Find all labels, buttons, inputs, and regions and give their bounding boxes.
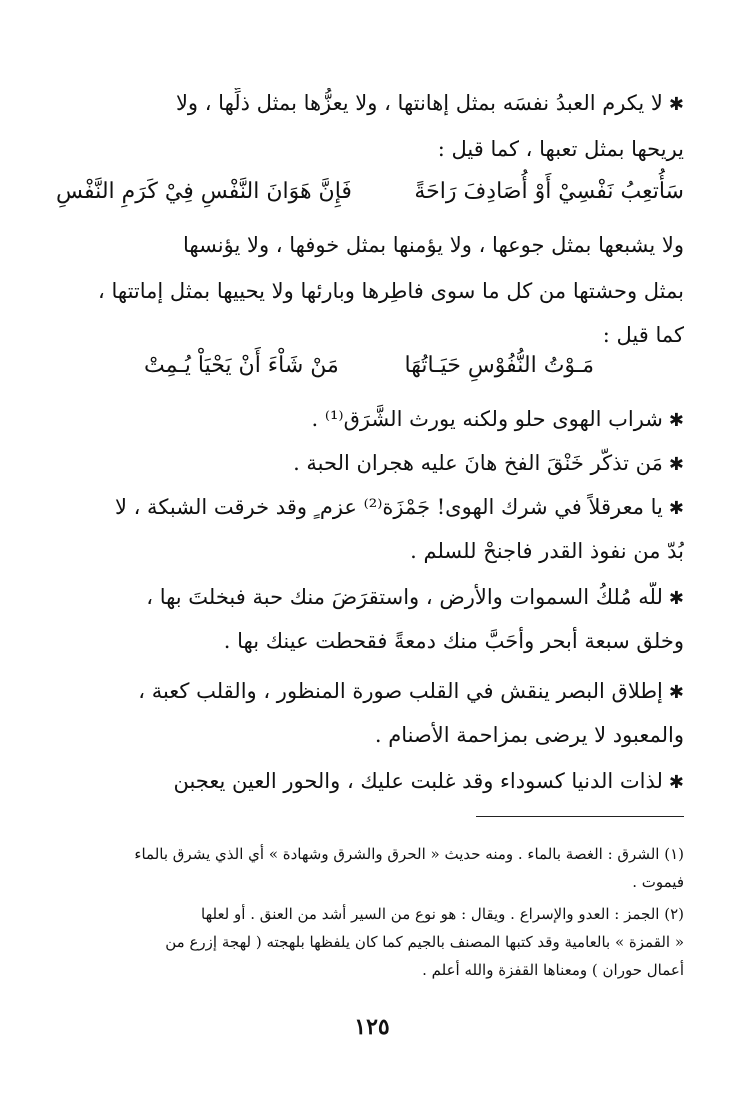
- text-line: ✱إطلاق البصر ينقش في القلب صورة المنظور ، والقلب كعبة ،: [62, 676, 684, 708]
- asterisk-icon: ✱: [668, 588, 684, 609]
- text-line: ✱لذات الدنيا كسوداء وقد غلبت عليك ، والحور العين يعجبن: [62, 766, 684, 798]
- text-line: وخلق سبعة أبحر وأحَبَّ منك دمعةً فقحطت عينك بها .: [223, 629, 684, 653]
- text-line: ✱شراب الهوى حلو ولكنه يورث الشَّرَق⁽¹⁾ .: [62, 404, 684, 436]
- footnote-line: (٢) الجمز : العدو والإسراع . ويقال : هو نوع من السير أشد من العنق . أو لعلها: [201, 905, 684, 923]
- asterisk-icon: ✱: [668, 772, 684, 793]
- text-line: والمعبود لا يرضى بمزاحمة الأصنام .: [374, 723, 684, 747]
- footnote-line: أعمال حوران ) ومعناها القفزة والله أعلم .: [422, 961, 684, 979]
- text-line: ولا يشبعها بمثل جوعها ، ولا يؤمنها بمثل خوفها ، ولا يؤنسها: [182, 233, 684, 257]
- asterisk-icon: ✱: [668, 410, 684, 431]
- verse-second-hemistich: فَإِنَّ هَوَانَ النَّفْسِ فِيْ كَرَمِ النَّفْسِ: [56, 179, 352, 204]
- asterisk-icon: ✱: [668, 682, 684, 703]
- text-line: بمثل وحشتها من كل ما سوى فاطِرها وبارئها ولا يحييها بمثل إماتتها ،: [98, 279, 684, 303]
- asterisk-icon: ✱: [668, 94, 684, 115]
- footnote-line: « القمزة » بالعامية وقد كتبها المصنف بالجيم كما كان يلفظها بلهجته ( لهجة إزرع من: [165, 933, 684, 951]
- verse-line: [56, 174, 684, 210]
- verse-first-hemistich: مَـوْتُ النُّفُوْسِ حَيَـاتُهَا: [404, 353, 594, 378]
- footnote-line: (١) الشرق : الغصة بالماء . ومنه حديث « الحرق والشرق وشهادة » أي الذي يشرق بالماء: [134, 845, 684, 863]
- text-line: كما قيل :: [602, 323, 684, 347]
- text-line: ✱لا يكرم العبدُ نفسَه بمثل إهانتها ، ولا يعزُّها بمثل ذلِّها ، ولا: [62, 88, 684, 120]
- footnote-separator: [476, 816, 684, 817]
- text-line: ✱للّه مُلكُ السموات والأرض ، واستقرَضَ منك حبة فبخلتَ بها ،: [62, 582, 684, 614]
- verse-first-hemistich: سَأُتعِبُ نَفْسِيْ أَوْ أُصَادِفَ رَاحَةً: [414, 179, 684, 204]
- text-line: ✱مَن تذكَّر خَنْقَ الفخ هانَ عليه هجران الحبة .: [62, 448, 684, 480]
- page-number: ١٢٥: [354, 1014, 390, 1040]
- text-line: يريحها بمثل تعبها ، كما قيل :: [437, 137, 684, 161]
- asterisk-icon: ✱: [668, 498, 684, 519]
- footnote-line: فيموت .: [632, 873, 684, 891]
- asterisk-icon: ✱: [668, 454, 684, 475]
- verse-second-hemistich: مَنْ شَاْءَ أَنْ يَحْيَاْ يُـمِتْ: [144, 353, 339, 378]
- verse-line: [56, 348, 684, 384]
- text-line: بُدّ من نفوذ القدر فاجنحْ للسلم .: [410, 539, 684, 563]
- text-line: ✱يا معرقلاً في شرك الهوى! جَمْزَة⁽²⁾ عزم ٍ وقد خرقت الشبكة ، لا: [62, 492, 684, 524]
